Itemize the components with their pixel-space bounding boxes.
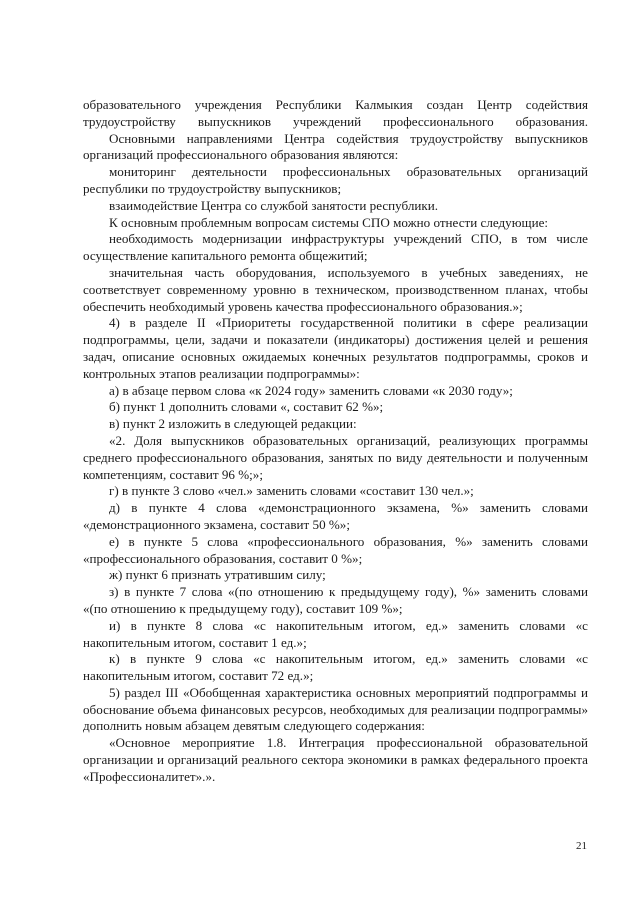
- paragraph-2: Основными направлениями Центра содействия трудоустройству выпускников организаций профессионального образования являются:: [83, 130, 588, 163]
- paragraph-13: г) в пункте 3 слово «чел.» заменить словами «составит 130 чел.»;: [109, 483, 474, 499]
- paragraph-15: е) в пункте 5 слова «профессионального образования, %» заменить словами «профессионального образования, составит 0 %»;: [83, 533, 588, 566]
- paragraph-3: мониторинг деятельности профессиональных образовательных организаций республики по трудоустройству выпускников;: [83, 164, 588, 196]
- paragraph-11: в) пункт 2 изложить в следующей редакции:: [109, 416, 357, 432]
- paragraph-17: з) в пункте 7 слова «(по отношению к предыдущему году), %» заменить словами «(по отношению к предыдущему году), составит 109 %»;: [83, 584, 588, 616]
- paragraph-18: и) в пункте 8 слова «с накопительным итогом, ед.» заменить словами «с накопительным итогом, составит 1 ед.»;: [83, 617, 588, 650]
- body-text: [83, 97, 588, 786]
- paragraph-12: «2. Доля выпускников образовательных организаций, реализующих программы среднего профессионального образования, занятых по виду деятельности и полученным компетенциям, составит 96 %;»;: [83, 432, 588, 482]
- paragraph-7: значительная часть оборудования, используемого в учебных заведениях, не соответствует современному уровню в техническом, производственном планах, чтобы обеспечить необходимый уровень качества профессионального образования.»;: [83, 264, 588, 314]
- page-number: 21: [576, 840, 587, 852]
- paragraph-14: д) в пункте 4 слова «демонстрационного экзамена, %» заменить словами «демонстрационного экзамена, составит 50 %»;: [83, 500, 588, 532]
- paragraph-8: 4) в разделе II «Приоритеты государственной политики в сфере реализации подпрограммы, цели, задачи и показатели (индикаторы) достижения целей и решения задач, описание основных ожидаемых конечных результатов подпрограммы, сроков и контрольных этапов реализации подпрограммы»:: [83, 315, 588, 381]
- paragraph-6: необходимость модернизации инфраструктуры учреждений СПО, в том числе осуществление капитального ремонта общежитий;: [83, 231, 588, 264]
- paragraph-4: взаимодействие Центра со службой занятости республики.: [109, 197, 439, 213]
- paragraph-20: 5) раздел III «Обобщенная характеристика основных мероприятий подпрограммы и обоснование объема финансовых ресурсов, необходимых для реализации подпрограммы» дополнить новым абзацем девятым следующего содержания:: [83, 684, 588, 734]
- paragraph-5: К основным проблемным вопросам системы СПО можно отнести следующие:: [109, 214, 549, 230]
- paragraph-21: «Основное мероприятие 1.8. Интеграция профессиональной образовательной организации и организаций реального сектора экономики в рамках федерального проекта «Профессионалитет».».: [83, 735, 588, 784]
- paragraph-16: ж) пункт 6 признать утратившим силу;: [109, 567, 326, 583]
- paragraph-10: б) пункт 1 дополнить словами «, составит 62 %»;: [109, 399, 384, 415]
- paragraph-1: образовательного учреждения Республики Калмыкия создан Центр содействия трудоустройству выпускников учреждений профессионального образования.: [83, 97, 588, 129]
- paragraph-19: к) в пункте 9 слова «с накопительным итогом, ед.» заменить словами «с накопительным итогом, составит 72 ед.»;: [83, 651, 588, 684]
- paragraph-9: а) в абзаце первом слова «к 2024 году» заменить словами «к 2030 году»;: [109, 382, 513, 398]
